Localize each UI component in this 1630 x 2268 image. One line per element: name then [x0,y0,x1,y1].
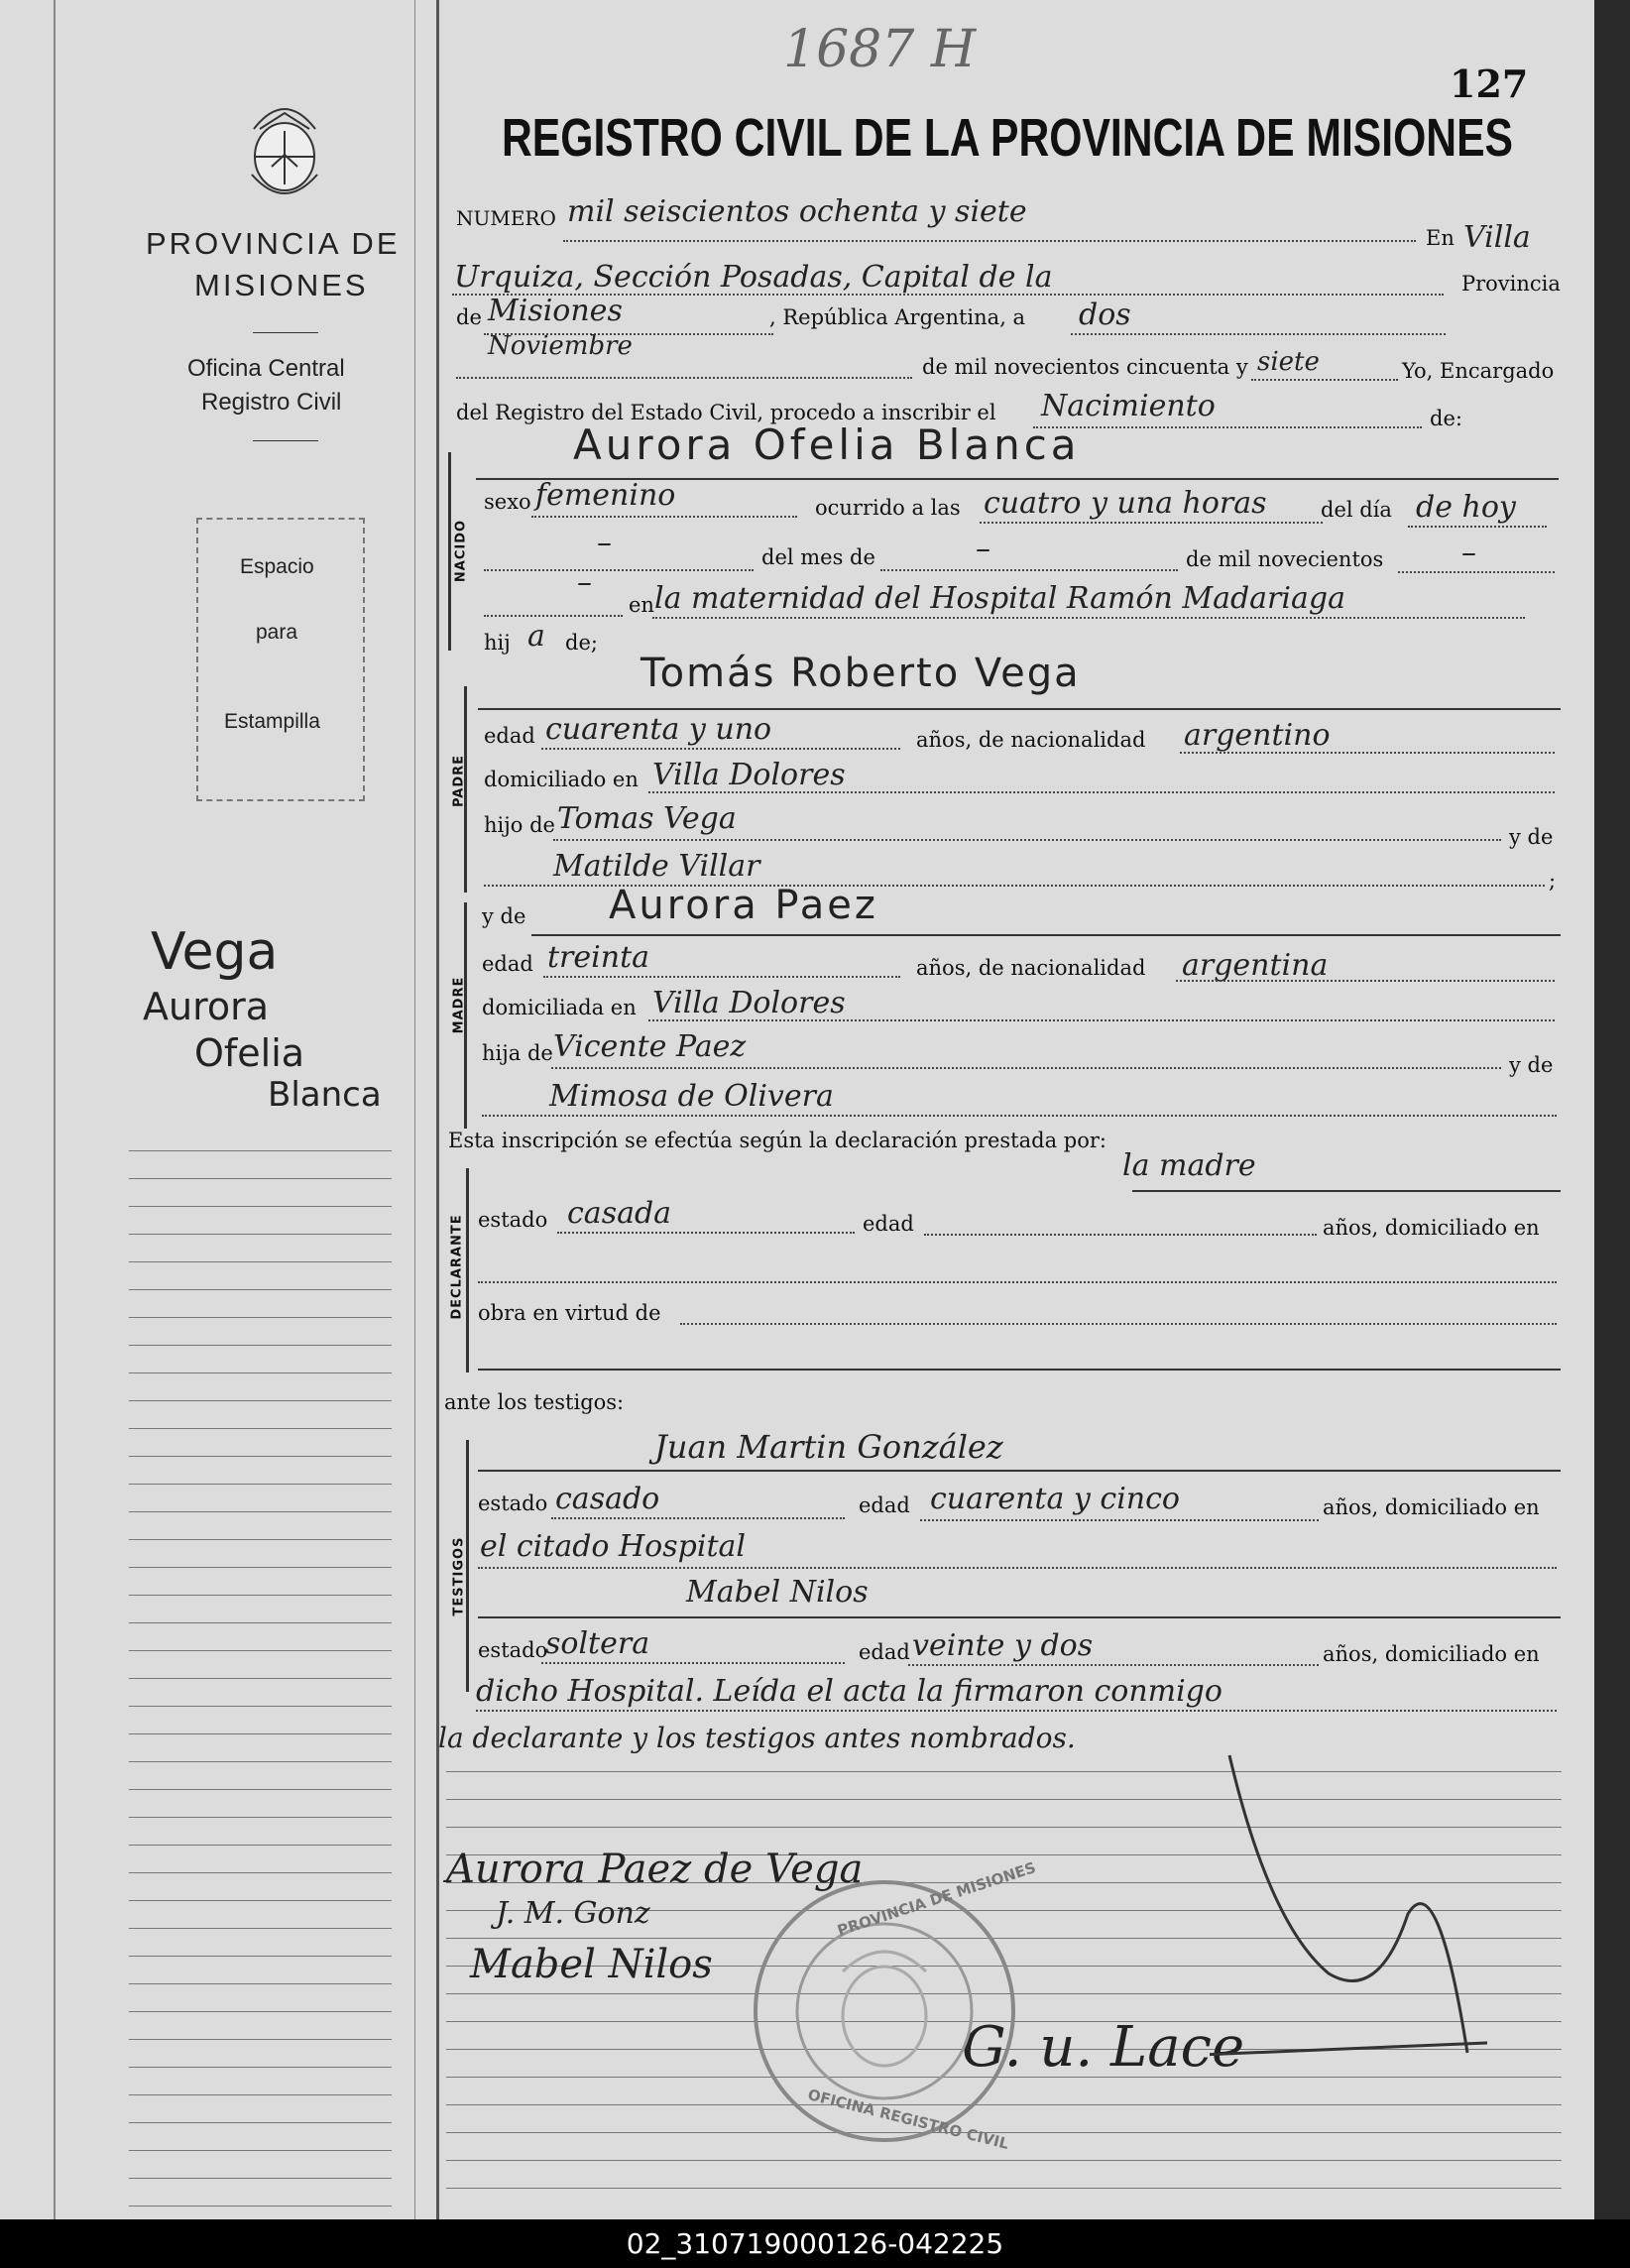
en-label: En [1426,226,1455,250]
ruled-line [129,1234,392,1235]
declarante-bracket [466,1168,469,1373]
ruled-line [129,1206,392,1207]
mother-dom-label: domiciliada en [482,996,637,1019]
decl-estado-value: casada [567,1196,672,1231]
w1-edad-value: cuarenta y cinco [930,1482,1180,1516]
dotted-line [1180,752,1555,754]
w1-dom-value: el citado Hospital [480,1529,746,1564]
page-title: REGISTRO CIVIL DE LA PROVINCIA DE MISIONES [502,108,1514,168]
witness2-name: Mabel Nilos [686,1575,869,1610]
ruled-line [129,1872,392,1873]
nacido-bracket [448,452,451,651]
sidebar-divider-2 [253,440,318,441]
ruled-line [129,1622,392,1623]
dotted-line [1033,426,1422,428]
w1-estado-label: estado [478,1492,548,1515]
dotted-line [484,569,754,571]
witness1-name: Juan Martin González [654,1428,1003,1466]
office-sublabel: Registro Civil [201,389,342,416]
declarante-value: la madre [1122,1148,1256,1183]
mother-underline [531,934,1561,936]
mother-dom-value: Villa Dolores [652,986,846,1020]
ruled-line [129,2094,392,2095]
ruled-line [129,1983,392,1984]
father-dom-label: domiciliado en [484,768,639,791]
year-value: siete [1257,347,1320,377]
dash-2: – [976,532,990,566]
w2-edad-value: veinte y dos [912,1628,1094,1663]
seal-bottom-text: OFICINA REGISTRO CIVIL [805,2086,1011,2153]
year-label: de mil novecientos cincuenta y [922,355,1248,379]
ruled-line [129,2067,392,2068]
dotted-line [484,615,623,617]
dotted-line [531,516,797,518]
del-dia-value: de hoy [1416,490,1516,525]
mother-name: Aurora Paez [609,883,878,928]
w2-dom-value: dicho Hospital. Leída el acta la firmaron conmigo [476,1674,1222,1709]
margin-name-1: Aurora [143,985,270,1028]
dotted-line [557,1232,855,1234]
lugar-value: la maternidad del Hospital Ramón Madariaga [654,581,1345,616]
hora-value: cuatro y una horas [984,486,1267,521]
dash-4: – [577,565,592,600]
w1-edad-label: edad [859,1493,910,1517]
dotted-line [563,240,1416,242]
dotted-line [924,1234,1317,1236]
ruled-line [129,1317,392,1318]
province-label: PROVINCIA DE [146,226,401,261]
ruled-line [129,1900,392,1901]
ruled-line [129,1345,392,1346]
day-value: dos [1079,298,1131,332]
ruled-line [129,2150,392,2151]
page-fold-line [54,0,56,2219]
paternal-grandfather: Tomas Vega [557,801,737,836]
de-label: de [456,305,482,329]
dotted-line [476,1710,1557,1712]
dotted-line [648,1019,1555,1021]
ruled-line [129,1706,392,1707]
en-value: Villa [1463,220,1531,255]
maternal-grandfather: Vicente Paez [553,1029,747,1064]
dotted-line [1408,526,1547,528]
del-dia-label: del día [1321,498,1392,522]
ocurrido-label: ocurrido a las [815,496,961,520]
dotted-line [1071,333,1446,335]
province-name: MISIONES [194,268,369,302]
w1-estado-value: casado [555,1482,660,1516]
dotted-line [551,1517,845,1519]
dash-3: – [1461,536,1476,570]
father-edad-value: cuarenta y uno [545,712,772,747]
page-number: 127 [1450,61,1529,106]
father-nac-label: años, de nacionalidad [916,728,1146,752]
dotted-line [551,1067,1501,1069]
decl-anios-label: años, domiciliado en [1323,1216,1540,1240]
ruled-line [129,1289,392,1290]
mother-hija-label: hija de [482,1041,553,1065]
w2-estado-label: estado [478,1638,548,1662]
ruled-line [129,1956,392,1957]
en-label-2: en [629,593,654,617]
ruled-line [129,2122,392,2123]
mother-y-de-label: y de [482,904,526,928]
decl-estado-label: estado [478,1208,548,1232]
ruled-line [446,2160,1562,2161]
witness1-underline [478,1470,1561,1472]
seal-top-text: PROVINCIA DE MISIONES [835,1858,1038,1940]
hij-value: a [527,619,545,654]
dotted-line [980,522,1323,524]
maternal-grandmother: Mimosa de Olivera [549,1079,834,1114]
ruled-line [129,1817,392,1818]
ruled-line [129,1428,392,1429]
stamp-label-2: para [256,621,298,644]
ruled-line [129,1733,392,1734]
registrar-flourish-icon [1210,1745,1507,2063]
semicolon: ; [1549,869,1557,893]
dotted-line [1398,571,1555,573]
act-type-value: Nacimiento [1041,389,1216,423]
ruled-line [129,1789,392,1790]
ruled-line [129,1845,392,1846]
stamp-label-3: Estampilla [224,710,320,733]
margin-name-2: Ofelia [194,1031,305,1075]
witness2-underline [478,1616,1561,1618]
dotted-line [541,748,900,750]
mother-edad-value: treinta [547,940,650,975]
dotted-line [680,1323,1557,1325]
testigos-label: ante los testigos: [444,1390,625,1414]
ruled-line [129,1928,392,1929]
month-value: Noviembre [488,331,633,361]
hij-label: hij [484,631,511,655]
sexo-label: sexo [484,490,531,514]
mother-edad-label: edad [482,952,533,976]
ruled-line [129,1400,392,1401]
dotted-line [553,839,1501,841]
del-mes-label: del mes de [761,545,875,569]
w2-edad-label: edad [859,1640,910,1664]
provincia-value: Misiones [488,294,623,328]
numero-value: mil seiscientos ochenta y siete [567,194,1027,229]
registro-label: del Registro del Estado Civil, procedo a inscribir el [456,401,996,424]
declarante-underline [1132,1190,1561,1192]
signature-registrar: G. u. Lace [962,2015,1245,2080]
column-divider [436,0,439,2219]
margin-surname: Vega [151,922,279,982]
ruled-line [129,1678,392,1679]
dotted-line [478,1281,1557,1283]
dotted-line [456,377,912,379]
ruled-line [129,1650,392,1651]
child-name: Aurora Ofelia Blanca [573,420,1081,469]
ruled-line [129,1261,392,1262]
dotted-line [1176,980,1555,982]
signature-declarant: Aurora Paez de Vega [446,1847,864,1892]
dash-1: – [597,526,612,560]
ruled-line [129,2206,392,2207]
ruled-line [129,1595,392,1596]
paternal-grandmother: Matilde Villar [553,849,760,884]
stamp-label-1: Espacio [240,555,314,578]
mother-nac-value: argentina [1182,948,1329,983]
ruled-line [129,2178,392,2179]
margin-name-3: Blanca [268,1075,382,1115]
ruled-line [129,1511,392,1512]
dotted-line [920,1519,1319,1521]
obra-label: obra en virtud de [478,1301,661,1325]
father-underline [478,708,1561,710]
ruled-line [446,2188,1562,2189]
numero-label: NUMERO [456,206,556,230]
archive-number: 1687 H [783,20,977,79]
w2-estado-value: soltera [545,1626,650,1661]
w1-anios-label: años, domiciliado en [1323,1495,1540,1519]
declarante-side-label: DECLARANTE [449,1214,465,1320]
father-edad-label: edad [484,724,535,748]
dotted-line [478,1567,1557,1569]
decl-edad-label: edad [863,1212,914,1236]
padre-side-label: PADRE [451,754,467,808]
dotted-line [543,976,900,978]
dotted-line [652,617,1525,619]
hij-de-label: de; [565,631,598,655]
ruled-line [129,1484,392,1485]
republica-label: , República Argentina, a [769,305,1026,329]
office-label: Oficina Central [187,355,345,382]
father-y-de-label: y de [1509,825,1554,849]
sidebar-divider [253,332,318,333]
father-hijo-label: hijo de [484,813,555,837]
locality-value: Urquiza, Sección Posadas, Capital de la [454,260,1053,295]
father-name: Tomás Roberto Vega [640,651,1081,696]
coat-of-arms-icon [242,95,327,214]
ruled-line [129,1456,392,1457]
madre-side-label: MADRE [451,976,467,1034]
ruled-line [129,1150,392,1151]
ruled-line [129,1539,392,1540]
dotted-line [482,1115,1557,1117]
ruled-line [129,2011,392,2012]
provincia-label: Provincia [1461,272,1561,296]
sexo-value: femenino [535,478,676,513]
closing-text: la declarante y los testigos antes nombrados. [438,1722,1076,1754]
dotted-line [908,1664,1319,1666]
decl-bottom-rule [478,1369,1561,1371]
dotted-line [648,791,1555,793]
mother-nac-label: años, de nacionalidad [916,956,1146,980]
declaracion-label: Esta inscripción se efectúa según la declaración prestada por: [448,1129,1106,1152]
w2-anios-label: años, domiciliado en [1323,1642,1540,1666]
dotted-line [880,569,1178,571]
ruled-line [129,1761,392,1762]
mother-y-de-label-2: y de [1509,1053,1554,1077]
signature-witness1: J. M. Gonz [496,1896,650,1931]
ruled-line [129,1567,392,1568]
mil-nov-label: de mil novecientos [1186,547,1384,571]
signature-witness2: Mabel Nilos [470,1942,713,1987]
ruled-line [129,2039,392,2040]
dotted-line [541,1662,845,1664]
nacido-side-label: NACIDO [453,519,469,583]
column-divider-inner [414,0,415,2219]
testigos-side-label: TESTIGOS [451,1536,467,1616]
ruled-line [129,1178,392,1179]
dotted-line [1251,379,1398,381]
yo-label: Yo, Encargado [1402,359,1555,383]
father-nac-value: argentino [1184,718,1331,753]
father-dom-value: Villa Dolores [652,758,846,792]
book-edge [1594,0,1630,2219]
footer-id: 02_310719000126-042225 [0,2219,1630,2268]
de-label-2: de: [1430,407,1462,430]
